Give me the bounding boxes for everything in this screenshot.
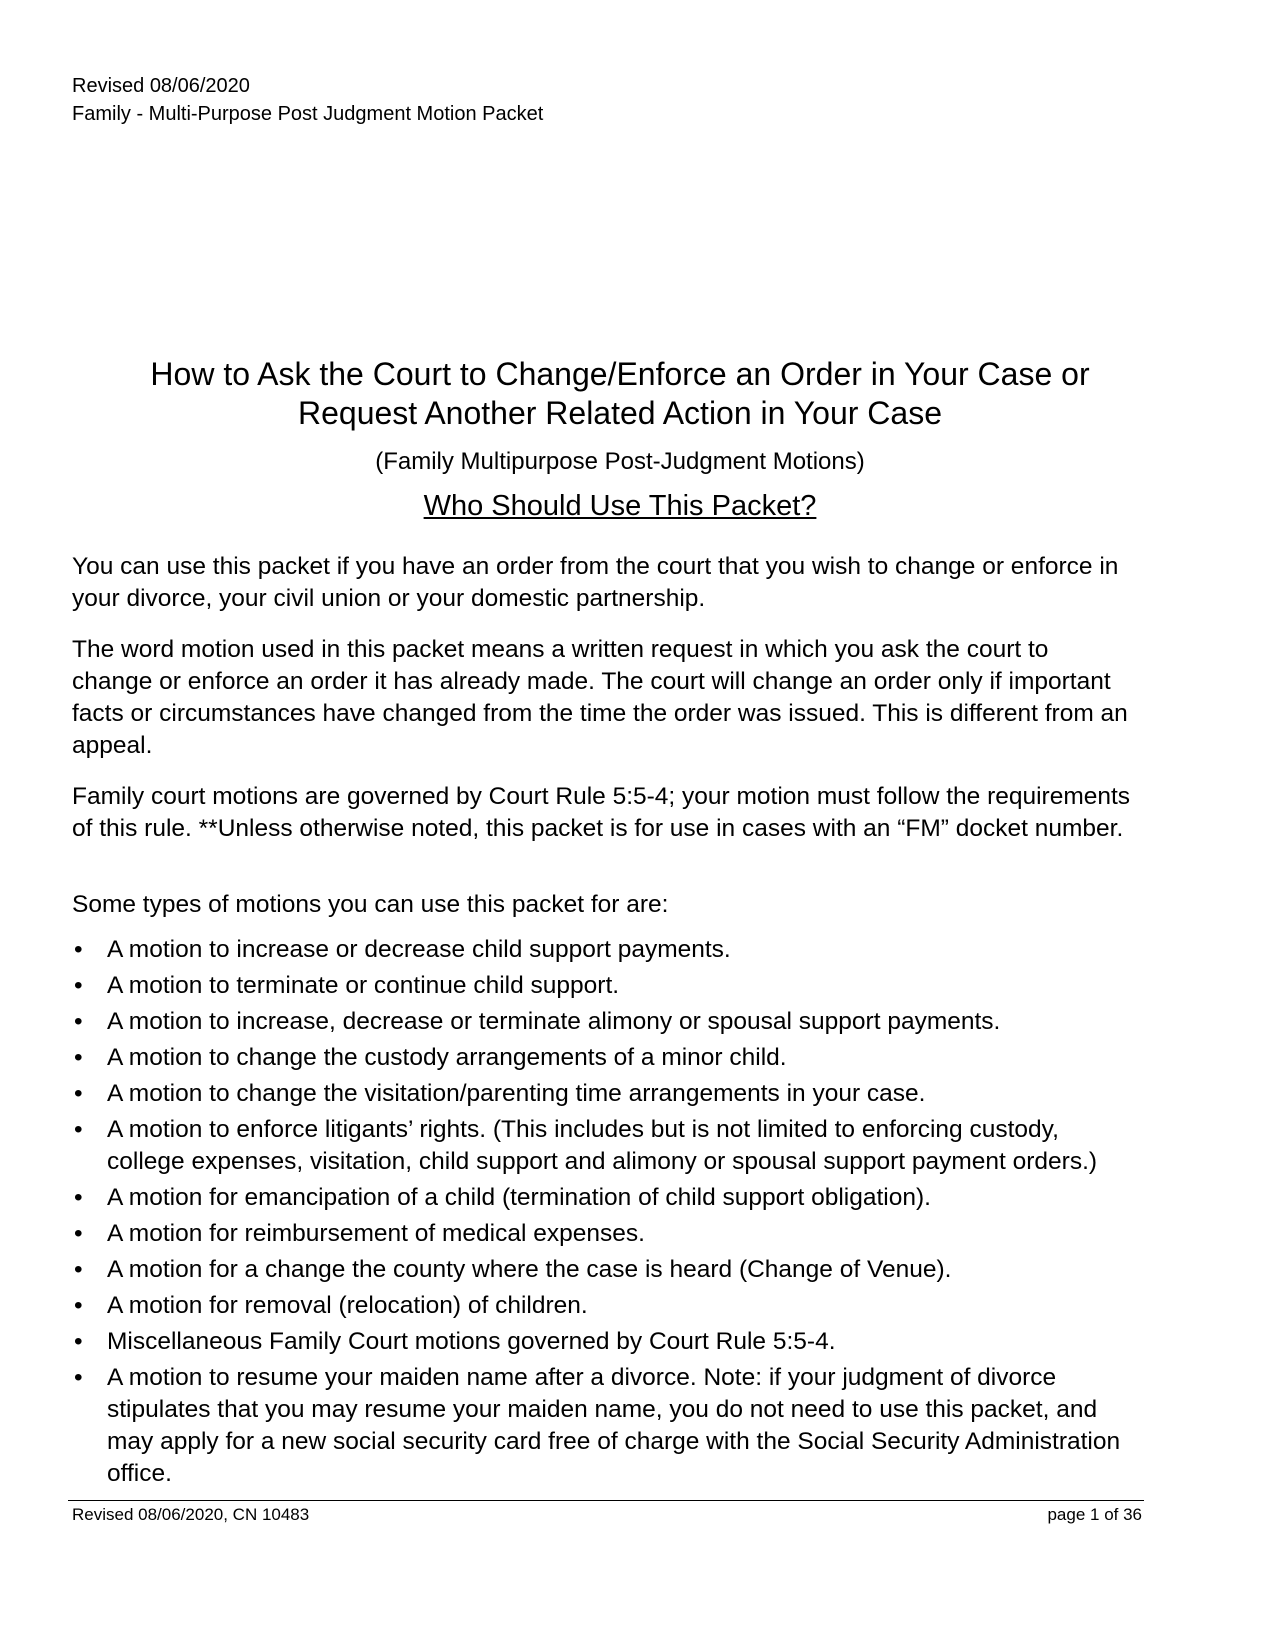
paragraph-3: Family court motions are governed by Court Rule 5:5-4; your motion must follow the requirements of this rule. **Unless otherwise noted, this packet is for use in cases with an “FM” docket number. (72, 783, 1131, 842)
bullet-icon: • (74, 1256, 83, 1283)
bullet-icon: • (74, 972, 83, 999)
bullet-icon: • (74, 1116, 83, 1143)
title-line-2: Request Another Related Action in Your Case (298, 395, 942, 431)
bullet-icon: • (74, 1008, 83, 1035)
page-header (72, 72, 543, 128)
title-line-1: How to Ask the Court to Change/Enforce an Order in Your Case or (150, 356, 1090, 392)
list-item-text: A motion to enforce litigants’ rights. (This includes but is not limited to enforcing custody, college expenses, visitation, child support and alimony or spousal support payment orders.) (107, 1116, 1098, 1175)
document-subtitle: (Family Multipurpose Post-Judgment Motions) (375, 448, 865, 475)
list-item (72, 1006, 1122, 1038)
bullet-icon: • (74, 1184, 83, 1211)
motion-types-list (72, 934, 1122, 1494)
list-item-text: A motion for emancipation of a child (termination of child support obligation). (107, 1184, 931, 1211)
section-heading (60, 490, 1180, 523)
revised-date: Revised 08/06/2020 (72, 75, 250, 97)
list-item (72, 1182, 1122, 1214)
packet-name: Family - Multi-Purpose Post Judgment Motion Packet (72, 103, 544, 125)
bullet-icon: • (74, 1292, 83, 1319)
list-item-text: A motion to change the custody arrangements of a minor child. (107, 1044, 787, 1071)
list-item-text: Miscellaneous Family Court motions governed by Court Rule 5:5-4. (107, 1328, 836, 1355)
list-item (72, 1078, 1122, 1110)
list-item (72, 1114, 1122, 1178)
list-item (72, 1042, 1122, 1074)
list-item-text: A motion for removal (relocation) of children. (107, 1292, 588, 1319)
bullet-icon: • (74, 1080, 83, 1107)
page-number: page 1 of 36 (1047, 1505, 1142, 1524)
list-item (72, 1362, 1122, 1490)
paragraph-1: You can use this packet if you have an order from the court that you wish to change or enforce in your divorce, your civil union or your domestic partnership. (72, 553, 1119, 612)
bullet-icon: • (74, 1328, 83, 1355)
list-item-text: A motion to increase, decrease or terminate alimony or spousal support payments. (107, 1008, 1001, 1035)
paragraph-4: Some types of motions you can use this packet for are: (72, 891, 669, 918)
list-item (72, 970, 1122, 1002)
footer-revision: Revised 08/06/2020, CN 10483 (72, 1505, 310, 1524)
list-item-text: A motion to change the visitation/parenting time arrangements in your case. (107, 1080, 926, 1107)
list-item-text: A motion for a change the county where the case is heard (Change of Venue). (107, 1256, 952, 1283)
list-item-text: A motion to increase or decrease child support payments. (107, 936, 731, 963)
bullet-icon: • (74, 1220, 83, 1247)
list-item-text: A motion to terminate or continue child support. (107, 972, 620, 999)
list-item (72, 1326, 1122, 1358)
document-title (60, 355, 1180, 433)
list-item (72, 1218, 1122, 1250)
list-item-text: A motion to resume your maiden name after a divorce. Note: if your judgment of divorce stipulates that you may resume your maiden name, you do not need to use this packet, and may apply for a new social security card free of charge with the Social Security Administration office. (107, 1364, 1121, 1487)
list-item (72, 1290, 1122, 1322)
bullet-icon: • (74, 1044, 83, 1071)
paragraph-2: The word motion used in this packet means a written request in which you ask the court to change or enforce an order it has already made. The court will change an order only if important facts or circumstances have changed from the time the order was issued. This is different from an appeal. (72, 636, 1128, 759)
list-item (72, 1254, 1122, 1286)
bullet-icon: • (74, 936, 83, 963)
list-item (72, 934, 1122, 966)
list-item-text: A motion for reimbursement of medical expenses. (107, 1220, 645, 1247)
bullet-icon: • (74, 1364, 83, 1391)
footer-divider (68, 1500, 1144, 1501)
section-heading-text: Who Should Use This Packet? (423, 490, 817, 522)
